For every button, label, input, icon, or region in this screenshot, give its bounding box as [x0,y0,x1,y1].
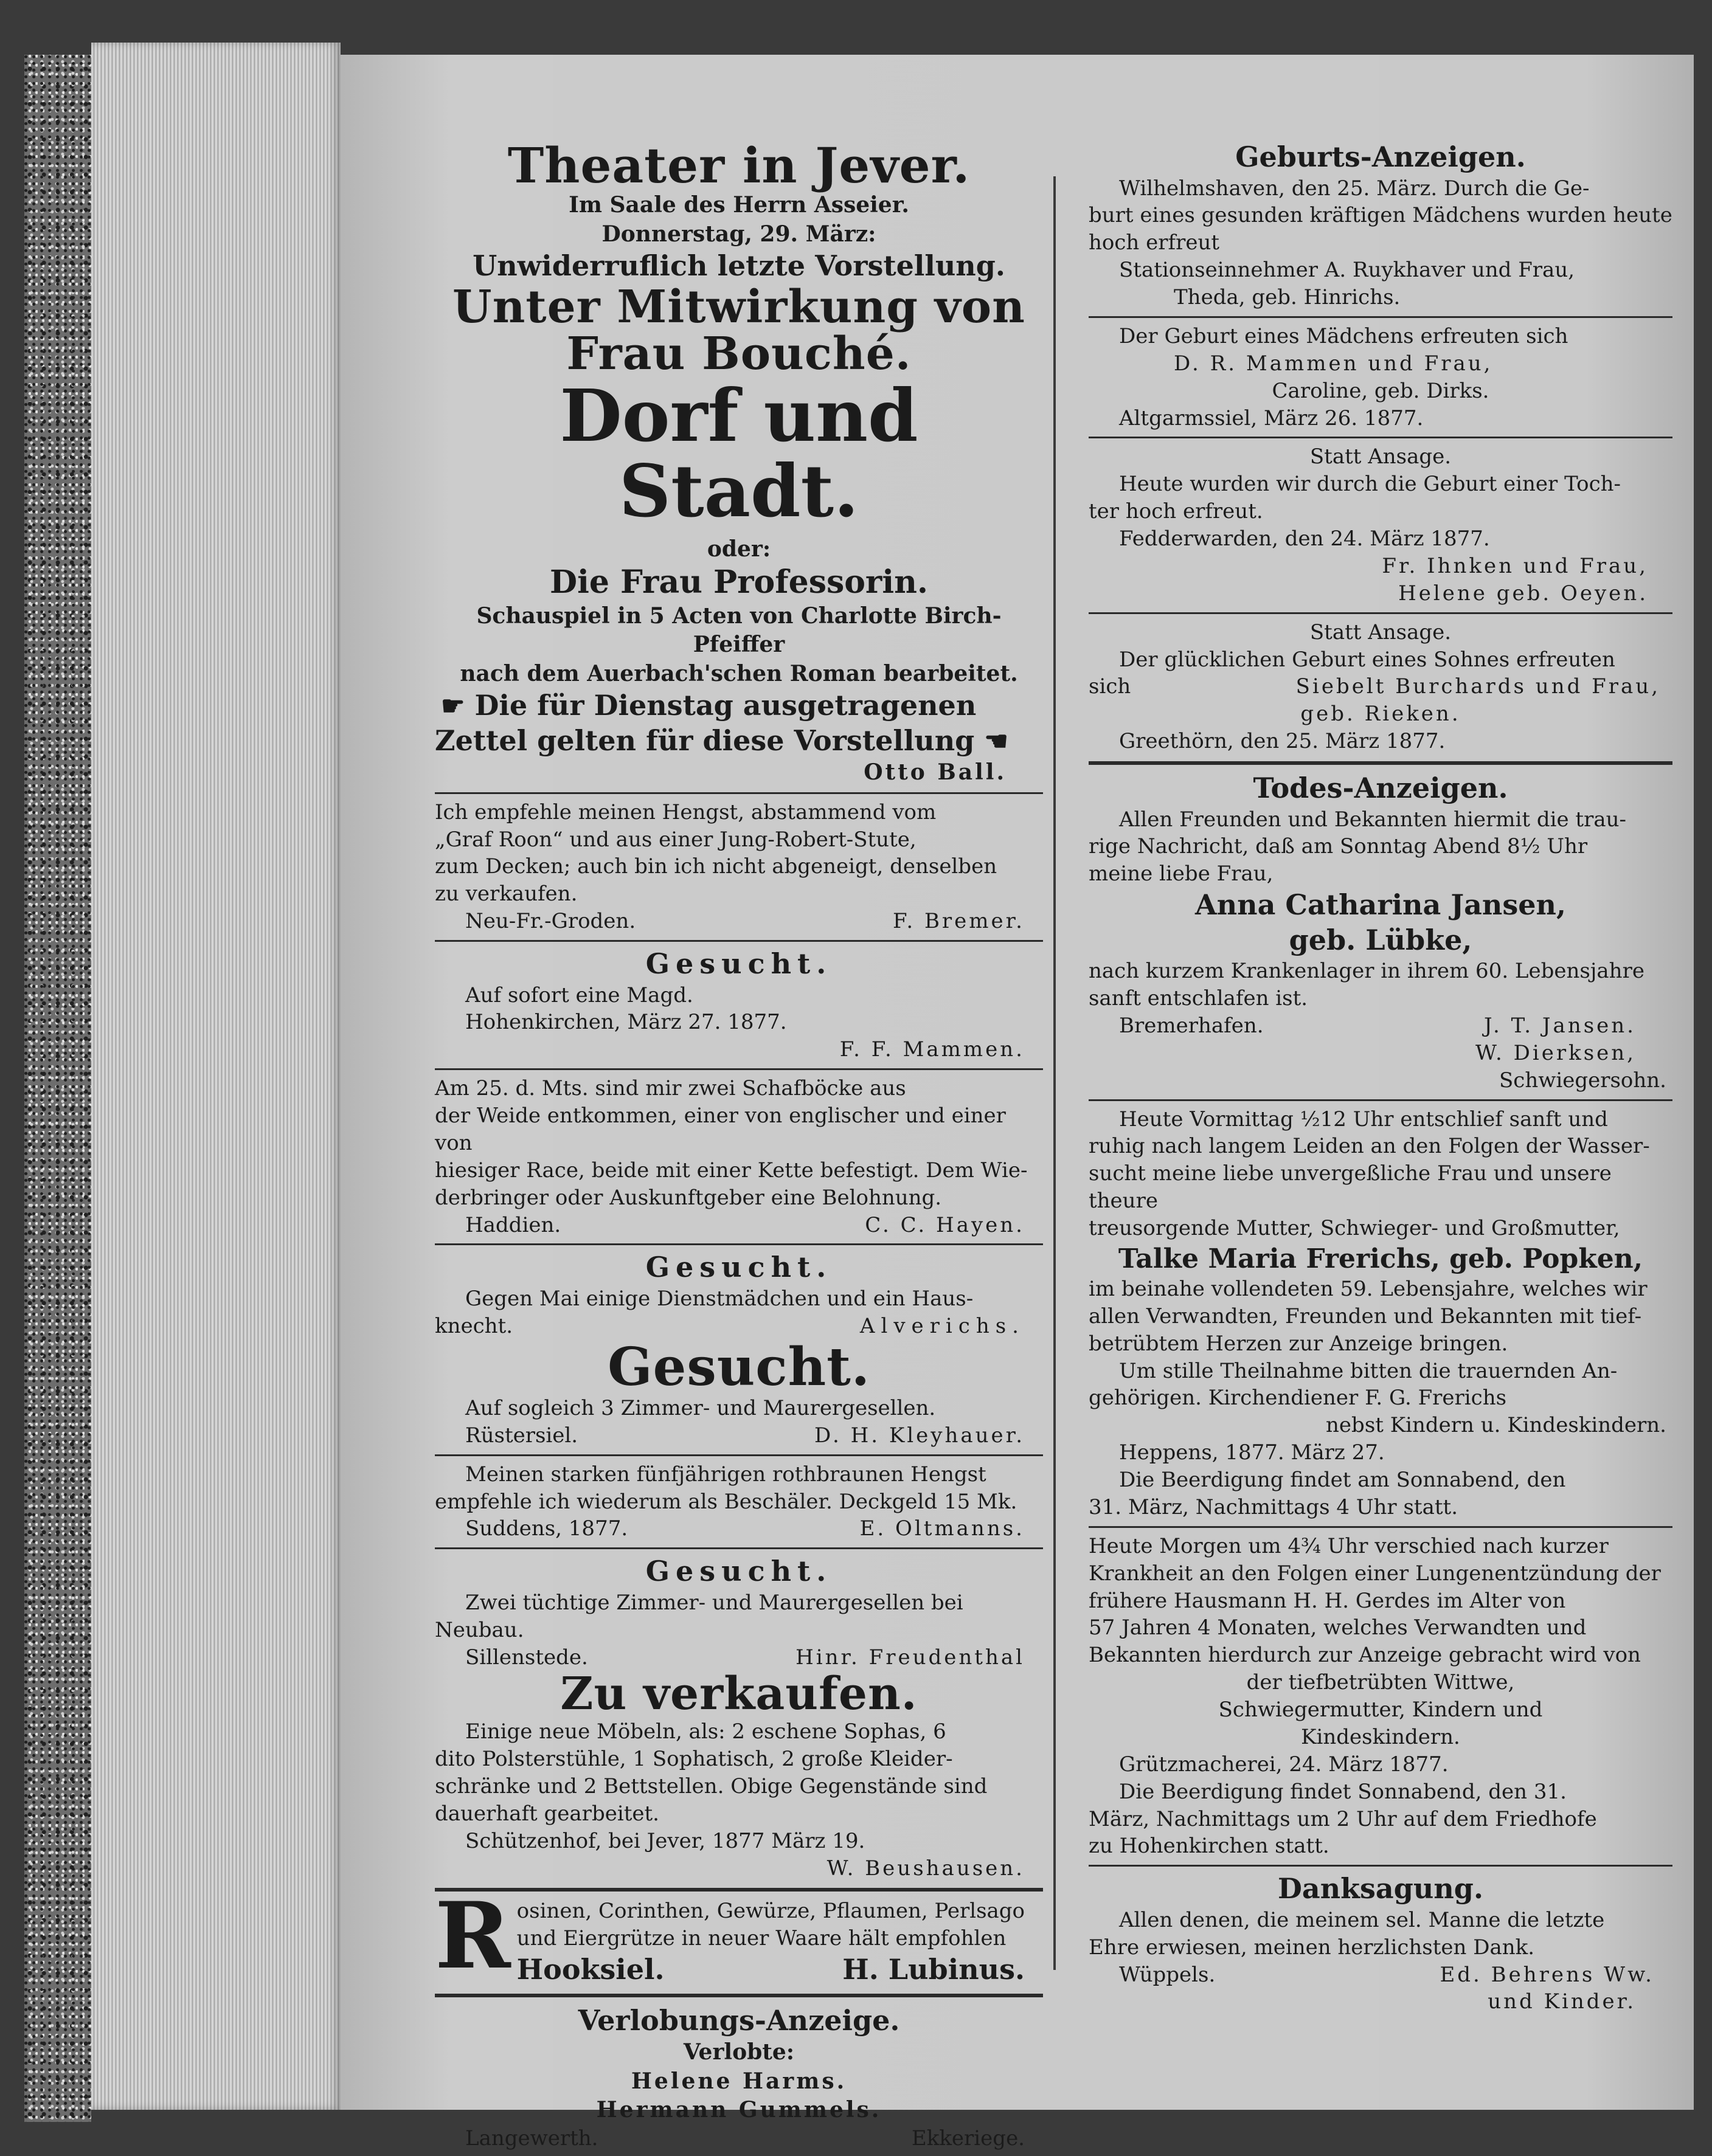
notice-line: Bekannten hierdurch zur Anzeige gebracht wird von [1089,1643,1641,1668]
theater-sign: Otto Ball. [864,759,1007,786]
ad-place: Hooksiel. [516,1953,665,1986]
ad-line: Hohenkirchen, März 27. 1877. [465,1010,787,1035]
ad-line: Einige neue Möbeln, als: 2 eschene Sophas, 6 [465,1719,946,1744]
theater-desc2: nach dem Auerbach'schen Roman bearbeitet. [460,660,1018,686]
notice-line: D. R. Mammen und Frau, [1174,351,1493,376]
ad-line: Auf sofort eine Magd. [465,983,693,1007]
ad-heading: Gesucht. [608,1336,870,1398]
notice-line: betrübtem Herzen zur Anzeige bringen. [1089,1331,1508,1356]
notice-line: nach kurzem Krankenlager in ihrem 60. Lebensjahre [1089,959,1644,984]
notice-line: ruhig nach langem Leiden an den Folgen der Wasser- [1089,1134,1650,1159]
death-notice-2 [1089,1106,1672,1521]
birth-notice-4 [1089,619,1672,755]
verlobung-place-left: Langewerth. [465,2126,598,2151]
ad-place: Suddens, 1877. [465,1516,628,1541]
divider [435,940,1043,942]
notice-line: allen Verwandten, Freunden und Bekannten mit tief- [1089,1304,1642,1328]
notice-line: Grützmacherei, 24. März 1877. [1119,1752,1449,1777]
ad-line: derbringer oder Auskunftgeber eine Belohnung. [435,1185,942,1210]
notice-line: im beinahe vollendeten 59. Lebensjahre, welches wir [1089,1276,1648,1301]
ad-signature: Alverichs. [859,1313,1025,1338]
ad-heading: Gesucht. [645,1555,833,1588]
ad-place: Haddien. [465,1212,561,1237]
ad-signature: W. Beushausen. [827,1856,1025,1881]
notice-line: Heute Vormittag ½12 Uhr entschlief sanft und [1119,1107,1608,1132]
notice-line: Greethörn, den 25. März 1877. [1119,729,1446,754]
ad-place: Sillenstede. [465,1645,588,1670]
ad-line: Gegen Mai einige Dienstmädchen und ein Haus- [465,1286,974,1311]
ad-line: der Weide entkommen, einer von englischer und einer von [435,1104,1006,1155]
notice-signature: Schwiegersohn. [1499,1068,1666,1093]
column-rule [1053,176,1056,1970]
ad-signature: F. Bremer. [893,909,1025,934]
ad-line: und Eiergrütze in neuer Waare hält empfohlen [516,1926,1007,1951]
drop-initial: R [435,1898,511,1988]
verlobung-groom: Hermann Gummels. [596,2097,882,2123]
verlobung-label: Verlobte: [683,2039,795,2065]
notice-line: Theda, geb. Hinrichs. [1174,285,1401,309]
theater-mitwirkung: Unter Mitwirkung von [452,280,1025,333]
theater-date: Donnerstag, 29. März: [601,221,876,247]
ad-signature: F. F. Mammen. [839,1037,1025,1062]
ad-zu-verkaufen [435,1668,1043,1882]
divider [1089,437,1672,438]
notice-line: Heute wurden wir durch die Geburt einer Toch- [1119,472,1621,497]
section-heading: Geburts-Anzeigen. [1235,140,1526,173]
divider [435,1068,1043,1070]
notice-heading: Statt Ansage. [1309,620,1452,644]
notice-line: Allen Freunden und Bekannten hiermit die trau- [1119,807,1626,832]
ad-signature: C. C. Hayen. [865,1212,1025,1237]
birth-notice-3 [1089,443,1672,607]
ad-line: zu verkaufen. [435,882,578,907]
notice-signature: W. Dierksen, [1475,1040,1636,1065]
notice-line: gehörigen. Kirchendiener F. G. Frerichs [1089,1386,1507,1411]
notice-line: Allen denen, die meinem sel. Manne die letzte [1119,1907,1605,1932]
notice-line: Der Geburt eines Mädchens erfreuten sich [1119,323,1568,348]
ad-signature: D. H. Kleyhauer. [814,1423,1025,1448]
ad-line: schränke und 2 Bettstellen. Obige Gegenstände sind [435,1774,988,1798]
ad-hengst [435,799,1043,935]
ad-line: zum Decken; auch bin ich nicht abgeneigt, denselben [435,854,997,879]
page-stack-edges [91,43,341,2110]
notice-line: Ehre erwiesen, meinen herzlichsten Dank. [1089,1935,1535,1960]
theater-venue: Im Saale des Herrn Asseier. [569,192,909,218]
notice-line: März, Nachmittags um 2 Uhr auf dem Friedhofe [1089,1806,1597,1831]
verlobung-place-right: Ekkeriege. [911,2126,1025,2151]
notice-signature: und Kinder. [1488,1989,1636,2014]
section-heading: Verlobungs-Anzeige. [578,2003,900,2037]
theater-title: Theater in Jever. [507,137,971,194]
ad-beschaeler [435,1461,1043,1543]
ad-signature: Hinr. Freudenthal [795,1645,1025,1670]
notice-line: Wilhelmshaven, den 25. März. Durch die Ge- [1119,176,1590,201]
notice-line: geb. Rieken. [1300,702,1461,727]
ad-line: „Graf Roon“ und aus einer Jung-Robert-Stute, [435,827,917,852]
notice-line: Heppens, 1877. März 27. [1119,1440,1385,1465]
ad-place: knecht. [435,1313,513,1338]
ad-line: empfehle ich wiederum als Beschäler. Deckgeld 15 Mk. [435,1489,1017,1514]
divider [435,1454,1043,1456]
notice-line: hoch erfreut [1089,230,1220,255]
ad-line: Neubau. [435,1617,524,1642]
ad-line: Ich empfehle meinen Hengst, abstammend vom [435,800,937,824]
notice-line: Krankheit an den Folgen einer Lungenentzündung der [1089,1561,1661,1586]
ad-line: Meinen starken fünfjährigen rothbraunen Hengst [465,1462,986,1487]
deceased-maiden-name: geb. Lübke, [1289,923,1472,956]
notice-line: Heute Morgen um 4¾ Uhr verschied nach kurzer [1089,1533,1609,1558]
notice-signature: J. T. Jansen. [1484,1013,1636,1038]
notice-line: Caroline, geb. Dirks. [1272,378,1489,403]
pointing-hand-icon: ☛ [441,691,465,722]
divider [1089,1526,1672,1528]
notice-line: rige Nachricht, daß am Sonntag Abend 8½ Uhr [1089,834,1588,859]
divider [1089,1099,1672,1101]
divider [1089,612,1672,614]
pointing-hand-left-icon: ☚ [984,725,1008,757]
theater-notice-1-text: Die für Dienstag ausgetragenen [474,689,977,722]
notice-heading: Statt Ansage. [1309,444,1452,469]
notice-line: Siebelt Burchards und Frau, [1295,674,1660,699]
notice-line: Die Beerdigung findet Sonnabend, den 31. [1119,1779,1567,1804]
birth-notice-2 [1089,323,1672,432]
notice-line: treusorgende Mutter, Schwieger- und Großmutter, [1089,1216,1620,1240]
danksagung [1089,1871,1672,2016]
death-notice-3 [1089,1533,1672,1861]
ad-line: dauerhaft gearbeitet. [435,1801,659,1826]
ad-gesucht-magd [435,947,1043,1063]
ad-line: Schützenhof, bei Jever, 1877 März 19. [465,1828,865,1853]
divider [435,792,1043,794]
notice-line: 57 Jahren 4 Monaten, welches Verwandten und [1089,1615,1587,1640]
verlobung-bride: Helene Harms. [631,2068,847,2094]
verlobungs-anzeige [435,2003,1043,2152]
notice-line: nebst Kindern u. Kindeskindern. [1326,1413,1666,1438]
divider [1089,316,1672,318]
notice-place: Wüppels. [1119,1962,1216,1987]
left-column [435,137,1043,2152]
theater-notice-1 [435,688,1043,724]
notice-line: Kindeskindern. [1301,1724,1460,1749]
ad-place: Neu-Fr.-Groden. [465,909,636,934]
theater-play: Dorf und Stadt. [560,373,918,533]
notice-line: zu Hohenkirchen statt. [1089,1834,1329,1859]
book-edge-marbling [24,55,91,2122]
ad-line: osinen, Corinthen, Gewürze, Pflaumen, Perlsago [516,1899,1025,1924]
divider [435,1888,1043,1892]
notice-line: meine liebe Frau, [1089,862,1274,886]
notice-line: Altgarmssiel, März 26. 1877. [1119,406,1424,430]
notice-line: Stationseinnehmer A. Ruykhaver und Frau, [1119,258,1575,283]
notice-line: Die Beerdigung findet am Sonnabend, den [1119,1468,1566,1492]
ad-line: Am 25. d. Mts. sind mir zwei Schafböcke aus [435,1076,906,1101]
notice-line: sucht meine liebe unvergeßliche Frau und unsere theure [1089,1161,1612,1214]
theater-performer: Frau Bouché. [566,328,912,381]
notice-line: Fedderwarden, den 24. März 1877. [1119,527,1490,551]
theater-oder: oder: [707,536,771,562]
ad-heading: Zu verkaufen. [560,1668,918,1721]
ad-signature: H. Lubinus. [842,1953,1025,1986]
deceased-name: Talke Maria Frerichs, geb. Popken, [1118,1243,1643,1274]
ad-gesucht-dienst [435,1250,1043,1339]
notice-line: 31. März, Nachmittags 4 Uhr statt. [1089,1494,1458,1519]
ad-heading: Gesucht. [645,947,833,981]
notice-line: ter hoch erfreut. [1089,499,1263,524]
ad-place: Rüstersiel. [465,1423,578,1448]
right-column [1089,140,1672,2016]
ad-line: Zwei tüchtige Zimmer- und Maurergesellen bei [465,1590,963,1615]
theater-subtitle: Die Frau Professorin. [550,564,928,601]
divider [1089,1865,1672,1867]
ad-line: dito Polsterstühle, 1 Sophatisch, 2 große Kleider- [435,1747,953,1772]
theater-notice-2 [435,724,1043,759]
ad-schafboecke [435,1075,1043,1239]
section-heading: Todes-Anzeigen. [1253,772,1508,804]
notice-line: frühere Hausmann H. H. Gerdes im Alter von [1089,1588,1566,1613]
notice-line: Um stille Theilnahme bitten die trauernden An- [1119,1358,1618,1383]
notice-line: burt eines gesunden kräftigen Mädchens wurden heute [1089,203,1672,228]
theater-desc1: Schauspiel in 5 Acten von Charlotte Birch-Pfeiffer [476,603,1002,658]
birth-notice-1 [1089,175,1672,311]
deceased-name: Anna Catharina Jansen, [1195,888,1566,922]
theater-notice-2-text: Zettel gelten für diese Vorstellung [435,724,975,757]
ad-signature: E. Oltmanns. [859,1516,1025,1541]
ad-line: hiesiger Race, beide mit einer Kette befestigt. Dem Wie- [435,1158,1028,1183]
notice-line: Fr. Ihnken und Frau, [1382,553,1648,578]
notice-line: Schwiegermutter, Kindern und [1218,1698,1543,1722]
divider [1089,761,1672,765]
notice-place: Bremerhafen. [1119,1013,1264,1038]
divider [435,1547,1043,1549]
ad-rosinen [435,1898,1043,1987]
theater-last: Unwiderruflich letzte Vorstellung. [473,249,1005,283]
notice-signature: Ed. Behrens Ww. [1440,1962,1654,1987]
section-heading: Danksagung. [1278,1872,1483,1906]
notice-line: Helene geb. Oeyen. [1398,581,1648,606]
ad-heading: Gesucht. [645,1251,833,1284]
divider [435,1994,1043,1997]
notice-line: Der glücklichen Geburt eines Sohnes erfreuten [1119,647,1615,672]
notice-line: sanft entschlafen ist. [1089,986,1308,1011]
notice-line: der tiefbetrübten Wittwe, [1246,1670,1515,1695]
ad-line: Auf sogleich 3 Zimmer- und Maurergesellen. [465,1395,936,1420]
death-notice-1 [1089,806,1672,1094]
ad-gesucht-maurer [435,1336,1043,1449]
notice-line: sich [1089,674,1131,699]
ad-gesucht-neubau [435,1554,1043,1671]
divider [435,1243,1043,1245]
